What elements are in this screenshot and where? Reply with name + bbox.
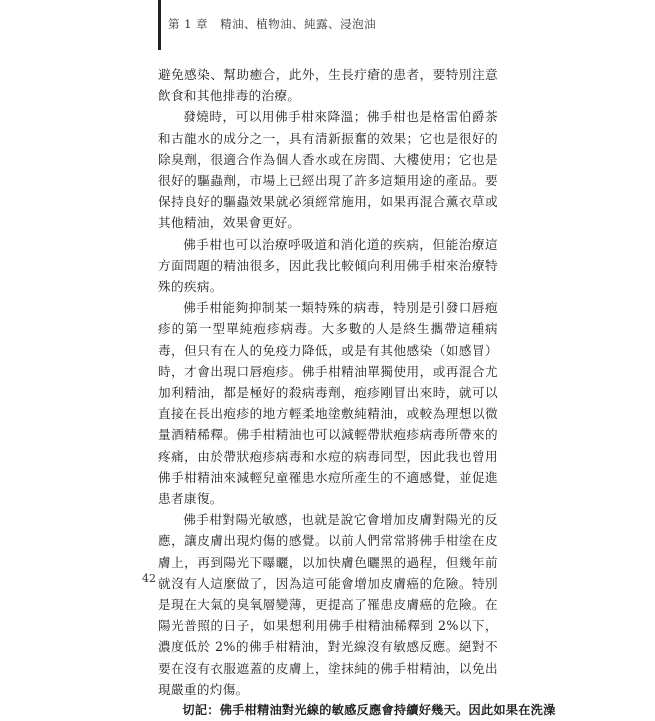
paragraph-continuation: 避免感染、幫助癒合，此外，生長疔瘡的患者，要特別注意飲食和其他排毒的治療。 — [158, 67, 498, 104]
header-rule — [158, 0, 161, 50]
paragraph: 發燒時，可以用佛手柑來降溫；佛手柑也是格雷伯爵茶和古龍水的成分之一，具有清新振奮的效果；它也是很好的除臭劑，很適合作為個人香水或在房間、大樓使用；它也是很好的驅蟲劑，市場上已經出現了許多這類用途的產品。要保持良好的驅蟲效果就必須經常施用，如果再混合薰衣草或其他精油，效果會更好。 — [158, 109, 498, 231]
page-body — [158, 64, 556, 721]
page-number: 42 — [142, 572, 156, 585]
paragraph: 佛手柑對陽光敏感，也就是說它會增加皮膚對陽光的反應，讓皮膚出現灼傷的感覺。以前人們常常將佛手柑塗在皮膚上，再到陽光下曝曬，以加快膚色曬黑的過程，但幾年前就沒有人這麼做了，因為這可能會增加皮膚癌的危險。特別是現在大氣的臭氧層變薄，更提高了罹患皮膚癌的危險。在陽光普照的日子，如果想利用佛手柑精油稀釋到 2%以下，濃度低於 2%的佛手柑精油，對光線沒有敏感反應。絕對不要在沒有衣服遮蓋的皮膚上，塗抹純的佛手柑精油，以免出現嚴重的灼傷。 — [158, 512, 498, 697]
chapter-header: 第 1 章 精油、植物油、純露、浸泡油 — [168, 17, 377, 31]
paragraph: 佛手柑也可以治療呼吸道和消化道的疾病，但能治療這方面問題的精油很多，因此我比較傾向利用佛手柑來治療特殊的疾病。 — [158, 236, 498, 295]
callout-note: 切記：佛手柑精油對光線的敏感反應會持續好幾天。因此如果在洗澡 — [182, 703, 556, 718]
paragraph: 佛手柑能夠抑制某一類特殊的病毒，特別是引發口唇疱疹的第一型單純疱疹病毒。大多數的人是終生攜帶這種病毒，但只有在人的免疫力降低，或是有其他感染（如感冒）時，才會出現口唇疱疹。佛手柑精油單獨使用，或再混合尤加利精油，都是極好的殺病毒劑，疱疹剛冒出來時，就可以直接在長出疱疹的地方輕柔地塗敷純精油，或較為理想以微量酒精稀釋。佛手柑精油也可以減輕帶狀疱疹病毒所帶來的疼痛，由於帶狀疱疹病毒和水痘的病毒同型，因此我也曾用佛手柑精油來減輕兒童罹患水痘所產生的不適感覺，並促進患者康復。 — [158, 300, 498, 507]
